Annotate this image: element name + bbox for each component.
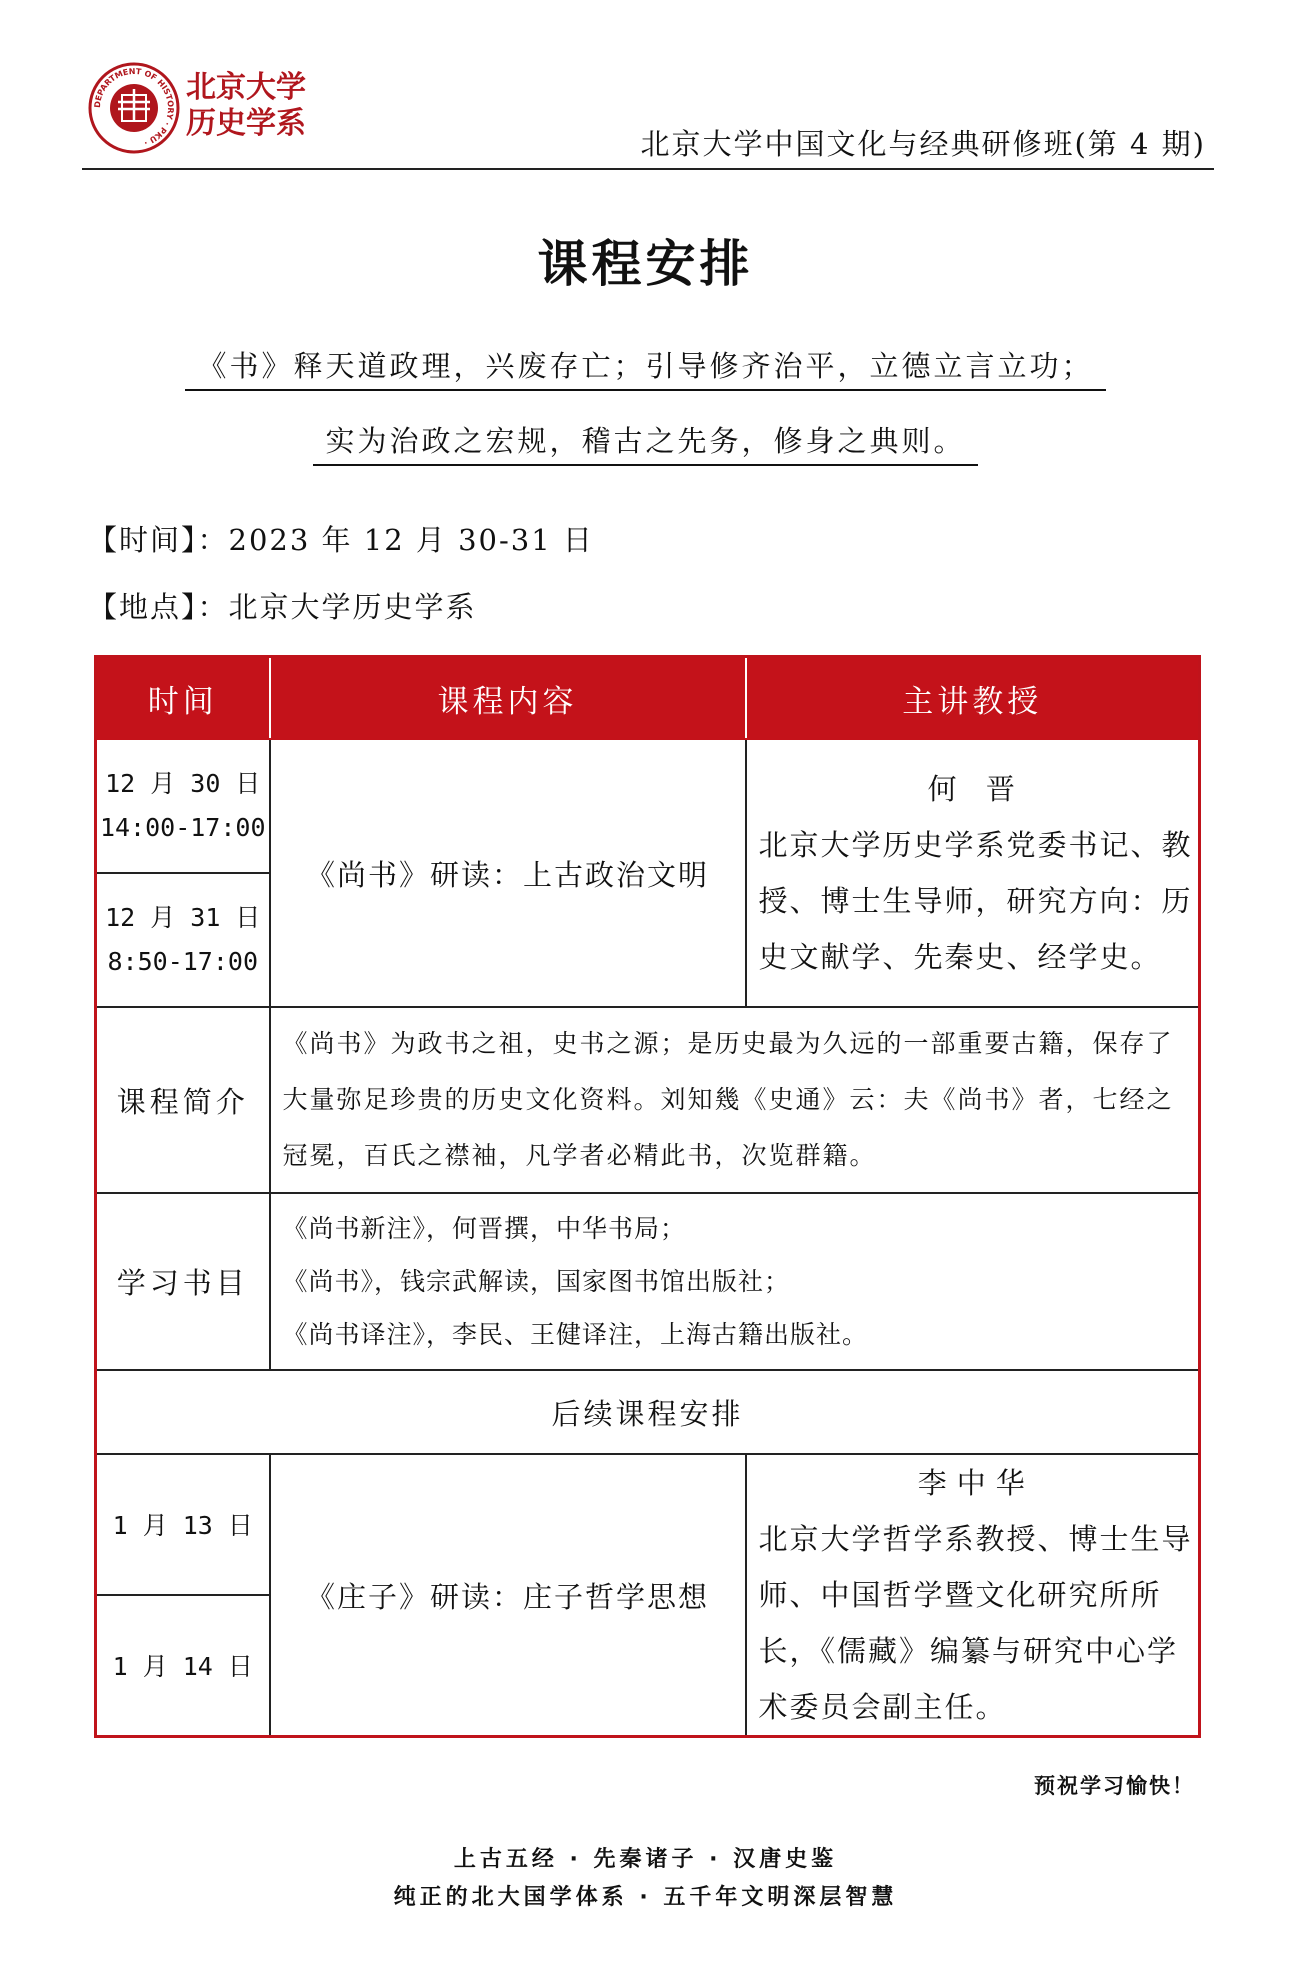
event-time: 【时间】：2023 年 12 月 30-31 日 bbox=[88, 523, 594, 557]
schedule-table bbox=[94, 655, 1201, 1738]
department-name-line1: 北京大学 bbox=[186, 70, 306, 105]
reading-list bbox=[270, 1193, 1200, 1370]
session-day2-date: 12 月 31 日 bbox=[105, 903, 261, 932]
table-row bbox=[96, 1370, 1200, 1454]
professor-name: 李中华 bbox=[917, 1466, 1035, 1500]
course-intro-label: 课程简介 bbox=[96, 1007, 270, 1193]
event-place: 【地点】：北京大学历史学系 bbox=[88, 590, 477, 624]
table-row bbox=[96, 739, 1200, 873]
followup-course: 《庄子》研读：庄子哲学思想 bbox=[270, 1454, 746, 1737]
logo-ring-text: DEPARTMENT OF HISTORY · PKU · bbox=[92, 66, 176, 148]
table-row bbox=[96, 1007, 1200, 1193]
session-day2 bbox=[96, 873, 270, 1007]
column-header-time: 时间 bbox=[96, 657, 270, 740]
closing-wish: 预祝学习愉快！ bbox=[1034, 1774, 1195, 1798]
reading-item: 《尚书译注》，李民、王健译注，上海古籍出版社。 bbox=[282, 1320, 869, 1349]
pku-history-logo-icon bbox=[88, 62, 180, 154]
reading-item: 《尚书》，钱宗武解读，国家图书馆出版社； bbox=[282, 1267, 791, 1296]
session-course: 《尚书》研读：上古政治文明 bbox=[270, 739, 746, 1007]
professor-bio: 北京大学历史学系党委书记、教授、博士生导师，研究方向：历史文献学、先秦史、经学史。 bbox=[758, 828, 1193, 974]
column-header-content: 课程内容 bbox=[270, 657, 746, 740]
professor-bio: 北京大学哲学系教授、博士生导师、中国哲学暨文化研究所所长，《儒藏》编纂与研究中心学术委员会副主任。 bbox=[758, 1522, 1193, 1724]
reading-item: 《尚书新注》，何晋撰，中华书局； bbox=[282, 1214, 687, 1243]
followup-professor bbox=[746, 1454, 1200, 1737]
reading-list-label: 学习书目 bbox=[96, 1193, 270, 1370]
table-header-row bbox=[96, 657, 1200, 740]
course-intro-text: 《尚书》为政书之祖，史书之源；是历史最为久远的一部重要古籍，保存了大量弥足珍贵的历史文化资料。刘知幾《史通》云：夫《尚书》者，七经之冠冕，百氏之襟袖，凡学者必精此书，次览群籍。 bbox=[270, 1007, 1200, 1193]
session-day1 bbox=[96, 739, 270, 873]
column-header-professor: 主讲教授 bbox=[746, 657, 1200, 740]
department-name bbox=[186, 70, 326, 142]
session-day1-date: 12 月 30 日 bbox=[105, 769, 261, 798]
motto-line-2: 实为治政之宏规，稽古之先务，修身之典则。 bbox=[0, 419, 1291, 460]
header-divider bbox=[82, 168, 1214, 170]
session-day2-time: 8:50-17:00 bbox=[107, 947, 258, 976]
department-name-line2: 历史学系 bbox=[186, 106, 306, 141]
followup-day1: 1 月 13 日 bbox=[96, 1454, 270, 1595]
program-title: 北京大学中国文化与经典研修班(第 4 期) bbox=[640, 127, 1206, 161]
footer-slogan-1: 上古五经 · 先秦诸子 · 汉唐史鉴 bbox=[453, 1847, 838, 1872]
page-title: 课程安排 bbox=[537, 235, 754, 293]
professor-name: 何 晋 bbox=[927, 772, 1025, 806]
motto-line-1: 《书》释天道政理，兴废存亡；引导修齐治平，立德立言立功； bbox=[0, 344, 1291, 385]
table-row bbox=[96, 1454, 1200, 1595]
followup-heading: 后续课程安排 bbox=[96, 1370, 1200, 1454]
followup-day2: 1 月 14 日 bbox=[96, 1595, 270, 1737]
session-day1-time: 14:00-17:00 bbox=[99, 813, 266, 842]
table-row bbox=[96, 1193, 1200, 1370]
page-header bbox=[82, 58, 1214, 170]
footer-slogan-2: 纯正的北大国学体系 · 五千年文明深层智慧 bbox=[393, 1885, 898, 1910]
session-professor bbox=[746, 739, 1200, 1007]
